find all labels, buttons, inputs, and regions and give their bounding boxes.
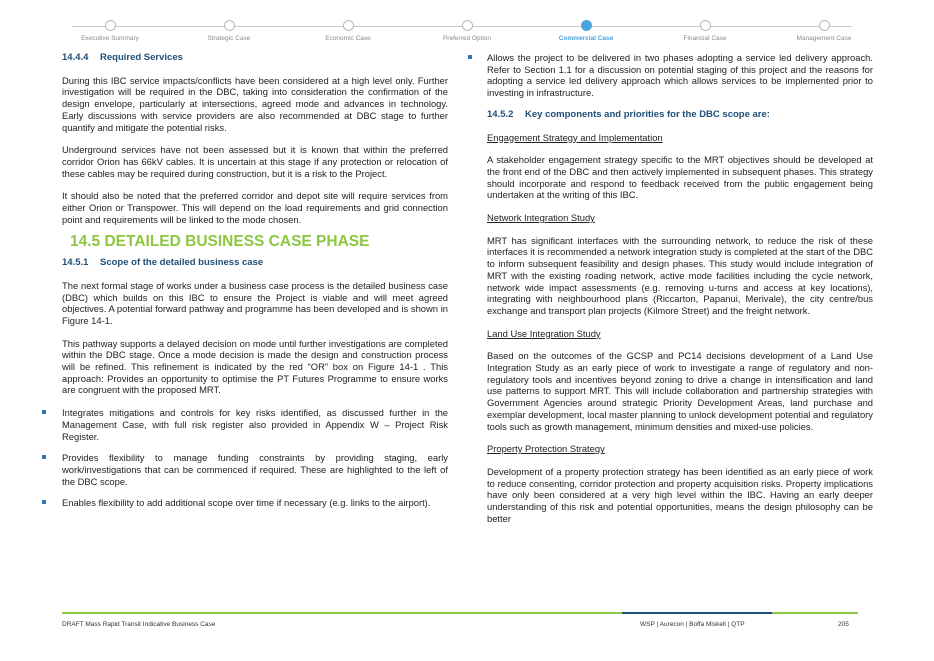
heading-title: Required Services [100,52,183,63]
nav-step-economic-case[interactable] [288,18,408,42]
subheading-engagement: Engagement Strategy and Implementation [487,131,663,143]
bullet-text: Enables flexibility to add additional scope over time if necessary (e.g. links to the airport). [62,497,431,509]
page-number: 205 [838,621,849,628]
nav-dot-active-icon [581,20,592,31]
paragraph: The next formal stage of works under a business case process is the detailed business case (DBC) which builds on this IBC to ensure the Project is viable and will meet agreed objectives. A potential forward pathway and programme has been developed and is shown in Figure 14-1. [62,279,448,326]
heading-14-5-1 [62,257,448,269]
paragraph: Based on the outcomes of the GCSP and PC14 decisions development of a Land Use Integration Study as an early piece of work to investigate a range of regulatory and non-regulatory tools and incentives beyond zoning to drive a change in intensification and land use patterns to support MRT. This will include collaboration and partnership strategies with Government Agencies around strategic Priority Development Areas, land purchase and exemplar development, local master planning to unlock development potential and regulatory tools such as growth management, minimum densities and mixed-use policies. [487,350,873,432]
bullet-square-icon [42,500,46,504]
nav-dot-icon [105,20,116,31]
subheading-land-use: Land Use Integration Study [487,327,601,339]
heading-title: Key components and priorities for the DBC scope are: [525,108,770,120]
nav-dot-icon [819,20,830,31]
paragraph: It should also be noted that the preferred corridor and depot site will require services from either Orion or Transpower. This will depend on the load requirements and grid connection point and requirements will be linked to the mode chosen. [62,190,448,225]
subheading-property-protection: Property Protection Strategy [487,443,605,455]
nav-dot-icon [224,20,235,31]
bullet-square-icon [468,55,472,59]
nav-dot-icon [700,20,711,31]
footer-rule-accent [622,612,772,614]
nav-step-financial-case[interactable] [645,18,765,42]
paragraph: MRT has significant interfaces with the surrounding network, to reduce the risk of these interfaces it is recommended a network integration study is completed at the start of the DBC to inform subsequent feasibility and design phases. This study would include integration of MRT with the existing roading network, active mode facilities including the cycle network, network wide impact assessments (e.g. removing u-turns and access at key locations), integrating with neighbourhood plans (Riccarton, Papanui, Merivale), the city centre/bus exchange and transport plan projects (Kilmore Street) and the freight network. [487,234,873,316]
nav-label: Management Case [796,35,852,42]
subheading-network-integration: Network Integration Study [487,212,595,224]
nav-label: Preferred Option [442,35,492,42]
nav-step-commercial-case[interactable] [526,18,646,42]
bullet-text: Allows the project to be delivered in two phases adopting a service led delivery approach. Refer to Section 1.1 for a discussion on potential staging of this project and the reasons for adopting a service led delivery approach which allows services to be implemented prior to investing in infrastructure. [487,52,873,99]
bullet-item [62,497,448,509]
left-column [62,52,448,519]
heading-number: 14.4.4 [62,52,89,63]
nav-label: Commercial Case [558,35,614,42]
nav-label: Economic Case [325,35,371,42]
nav-label: Financial Case [683,35,727,42]
bullet-item [487,52,873,99]
bullet-item [62,407,448,442]
nav-step-management-case[interactable] [764,18,884,42]
nav-step-preferred-option[interactable] [407,18,527,42]
nav-step-strategic-case[interactable] [169,18,289,42]
nav-dot-icon [462,20,473,31]
nav-step-executive-summary[interactable] [50,18,170,42]
section-navigation [62,18,862,46]
nav-label: Strategic Case [207,35,251,42]
nav-dot-icon [343,20,354,31]
nav-label: Executive Summary [81,35,139,42]
bullet-square-icon [42,455,46,459]
paragraph: This pathway supports a delayed decision on mode until further investigations are completed within the DBC stage. Once a mode decision is made the design and construction process will be refined. This refinement is indicated by the red “OR” box on Figure 14-1 . This approach: Provides an opportunity to optimise the PT Futures Programme to ensure works are congruent with the proposed MRT. [62,337,448,396]
bullet-text: Provides flexibility to manage funding constraints by providing staging, early work/investigations that can be commenced if required. These are highlighted to the left of the DBC scope. [62,452,448,487]
footer-authors: WSP | Aurecon | Boffa Miskell | QTP [640,621,745,628]
bullet-text: Integrates mitigations and controls for key risks identified, as discussed further in the Management Case, with full risk register also provided in Appendix W – Project Risk Register. [62,407,448,442]
heading-14-4-4 [62,52,448,64]
bullet-square-icon [42,410,46,414]
heading-number: 14.5.2 [487,108,514,120]
section-heading-14-5: 14.5 DETAILED BUSINESS CASE PHASE [70,233,370,251]
paragraph: A stakeholder engagement strategy specific to the MRT objectives should be developed at the front end of the DBC and then actively implemented in subsequent phases. This strategy should incorporate and respond to feedback received from the public engagement being undertaken at the writing of this IBC. [487,154,873,201]
paragraph: Development of a property protection strategy has been identified as an early piece of work to reduce consenting, corridor protection and property acquisition risks. Property implications have only been considered at a very high level within the IBC. Having an early deeper understanding of this risk and potential opportunities, means the design philosophy can be better [487,465,873,524]
right-column [487,52,873,536]
heading-number: 14.5.1 [62,257,89,269]
heading-14-5-2 [487,109,873,121]
paragraph: During this IBC service impacts/conflicts have been considered at a high level only. Further investigation will be required in the DBC, taking into consideration the confirmation of the design envelope, particularly at intersections, agreed mode and advances in technology. Early discussions with service providers are also recommended at DBC stage to further quantify and mitigate the potential risks. [62,74,448,133]
bullet-item [62,452,448,487]
paragraph: Underground services have not been assessed but it is known that within the preferred corridor Orion has 66kV cables. It is uncertain at this stage if any protection or relocation of these cables may be required during construction, but it is a risk to the Project. [62,144,448,179]
footer-rule [62,612,858,614]
heading-title: Scope of the detailed business case [100,257,264,269]
footer-document-title: DRAFT Mass Rapid Transit Indicative Business Case [62,621,216,628]
